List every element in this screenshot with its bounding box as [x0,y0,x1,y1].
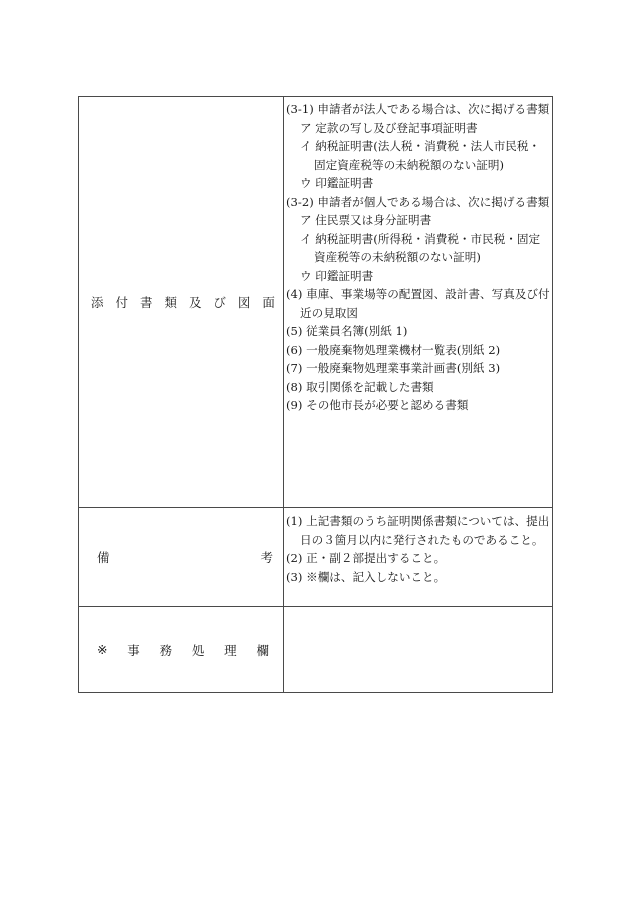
application-attachments-table [78,96,553,693]
attachments-row [79,97,553,508]
remarks-list [284,508,552,589]
remark-item-1: (1) 上記書類のうち証明関係書類については、提出日の３箇月以内に発行されたものであること。 [286,514,550,547]
attachment-subitem: イ 納税証明書(所得税・消費税・市民税・固定資産税等の未納税額のない証明) [300,231,541,264]
attachment-item-8: (8) 取引関係を記載した書類 [286,379,434,394]
attachments-label-char: 及 [188,295,202,310]
attachments-label-char: び [213,295,226,310]
attachments-label-cell [79,97,284,508]
remarks-label [79,548,283,566]
attachment-item-6: (6) 一般廃棄物処理業機材一覧表(別紙 2) [286,342,501,357]
remarks-label-char: 備 [97,550,110,565]
remarks-label-char: 考 [260,550,273,565]
office-use-label-cell [79,607,284,693]
attachments-label-char: 添 [91,295,104,310]
attachments-label-char: 図 [237,295,251,310]
attachments-label-char: 面 [262,295,275,310]
attachments-label-char: 類 [164,295,177,310]
office-use-label-char: 事 [127,642,140,658]
office-use-label-char: 理 [224,642,237,658]
attachment-item-3-1: (3-1) 申請者が法人である場合は、次に掲げる書類 [286,102,550,116]
attachment-subitem: ア 住民票又は身分証明書 [300,213,432,227]
remark-item-3: (3) ※欄は、記入しないこと。 [286,569,446,584]
remarks-row [79,508,553,607]
office-use-field [284,607,553,693]
attachment-item-7: (7) 一般廃棄物処理業事業計画書(別紙 3) [286,361,501,375]
office-use-label-char: 処 [191,642,205,658]
attachment-subitem: ア 定款の写し及び登記事項証明書 [300,120,478,135]
attachments-label-char: 書 [139,295,153,310]
remark-item-2: (2) 正・副２部提出すること。 [286,551,446,565]
office-use-label-char: ※ [97,642,108,657]
attachment-item-5: (5) 従業員名簿(別紙 1) [286,324,408,338]
office-use-row [79,607,553,693]
attachment-subitem: ウ 印鑑証明書 [300,268,374,283]
attachments-content-cell [284,97,553,508]
attachment-item-3-2: (3-2) 申請者が個人である場合は、次に掲げる書類 [286,194,550,209]
office-use-label-char: 務 [159,642,173,658]
attachment-item-9: (9) その他市長が必要と認める書類 [286,398,469,412]
attachments-label [79,293,283,311]
attachment-subitem: イ 納税証明書(法人税・消費税・法人市民税・固定資産税等の未納税額のない証明) [300,139,541,172]
attachments-label-char: 付 [115,295,128,310]
attachment-subitem: ウ 印鑑証明書 [300,176,374,190]
office-use-label-char: 欄 [256,642,269,658]
attachment-item-4: (4) 車庫、事業場等の配置図、設計書、写真及び付近の見取図 [286,287,550,320]
attachments-list [284,97,552,418]
remarks-content-cell [284,508,553,607]
office-use-label [79,641,283,659]
remarks-label-cell [79,508,284,607]
